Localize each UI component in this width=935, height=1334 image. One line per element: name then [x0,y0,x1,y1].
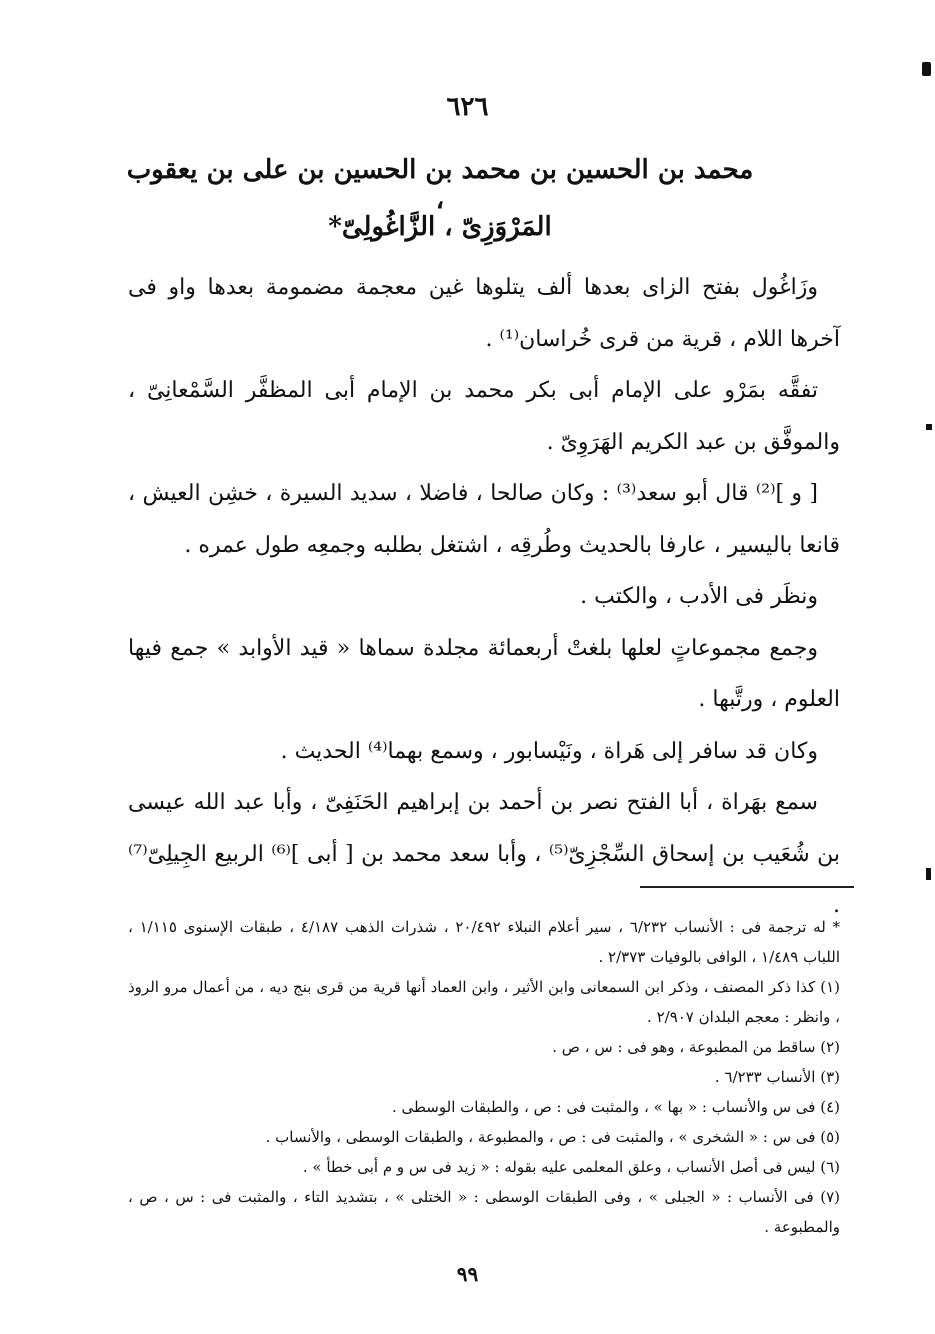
paragraph: وكان قد سافر إلى هَراة ، ونَيْسابور ، وسمع بهما⁽⁴⁾ الحديث . [280,738,818,764]
footnote: (٢) ساقط من المطبوعة ، وهو فى : س ، ص . [552,1038,840,1056]
footnote: (٧) فى الأنساب : « الجبلى » ، وفى الطبقات الوسطى : « الختلى » ، بتشديد التاء ، والمثبت فى : س ، ص ، والمطبوعة . [128,1188,840,1236]
footnote: (٦) ليس فى أصل الأنساب ، وعلق المعلمى عليه بقوله : « زيد فى س و م أبى خطأ » . [302,1158,840,1176]
footnote: (٥) فى س : « الشخرى » ، والمثبت فى : ص ، والمطبوعة ، والطبقات الوسطى ، والأنساب . [265,1128,840,1146]
page-number-bottom: ٩٩ [456,1262,479,1286]
scan-mark [926,424,932,430]
entry-title-line-1: محمد بن الحسين بن محمد بن الحسين بن على بن يعقوب ، [126,155,754,215]
paragraph: ونظَر فى الأدب ، والكتب . [580,584,818,609]
scan-mark [922,62,931,76]
footnote-divider [640,886,854,888]
body-text [128,262,840,932]
entry-title-line-2: المَرْوَزِىّ ، الزَّاغُولِىّ* [328,212,552,242]
footnote: (٣) الأنساب ٦/٢٣٣ . [714,1068,840,1086]
paragraph: وزَاغُول بفتح الزاى بعدها ألف يتلوها غين معجمة مضمومة بعدها واو فى آخرها اللام ، قرية من قرى خُراسان⁽¹⁾ . [128,275,840,352]
footnote: (١) كذا ذكر المصنف ، وذكر ابن السمعانى وابن الأثير ، وابن العماد أنها قرية من قرى بنج ديه ، من أعمال مرو الروذ ، وانظر : معجم البلدان ٢/٩٠٧ . [128,978,840,1026]
paragraph: وجمع مجموعاتٍ لعلها بلغتْ أربعمائة مجلدة سماها « قيد الأوابد » جمع فيها العلوم ، ورتَّبها . [128,635,840,712]
paragraph: سمع بهَراة ، أبا الفتح نصر بن أحمد بن إبراهيم الحَنَفِىّ ، وأبا عبد الله عيسى بن شُعَيب بن إسحاق السِّجْزِىّ⁽⁵⁾ ، وأبا سعد محمد بن [ أبى ]⁽⁶⁾ الربيع الجِيلِىّ⁽⁷⁾ . [128,790,840,918]
page-number-top: ٦٢٦ [446,92,489,122]
scan-mark [926,868,931,880]
paragraph: [ و ]⁽²⁾ قال أبو سعد⁽³⁾ : وكان صالحا ، فاضلا ، سديد السيرة ، خشِن العيش ، قانعا باليسير ، عارفا بالحديث وطُرقِه ، اشتغل بطلبه وجمعِه طول عمره . [128,481,840,558]
footnote: (٤) فى س والأنساب : « بها » ، والمثبت فى : ص ، والطبقات الوسطى . [391,1098,840,1116]
footnote: * له ترجمة فى : الأنساب ٦/٢٣٢ ، سير أعلام النبلاء ٢٠/٤٩٢ ، شذرات الذهب ٤/١٨٧ ، طبقات الإسنوى ١/١١٥ ، اللباب ١/٤٨٩ ، الوافى بالوفيات ٢/٣٧٣ . [128,918,841,966]
paragraph: تفقَّه بمَرْو على الإمام أبى بكر محمد بن الإمام أبى المظفَّر السَّمْعانِىّ ، والموفَّق بن عبد الكريم الهَرَوِىّ . [128,378,840,455]
footnotes [128,912,840,1242]
